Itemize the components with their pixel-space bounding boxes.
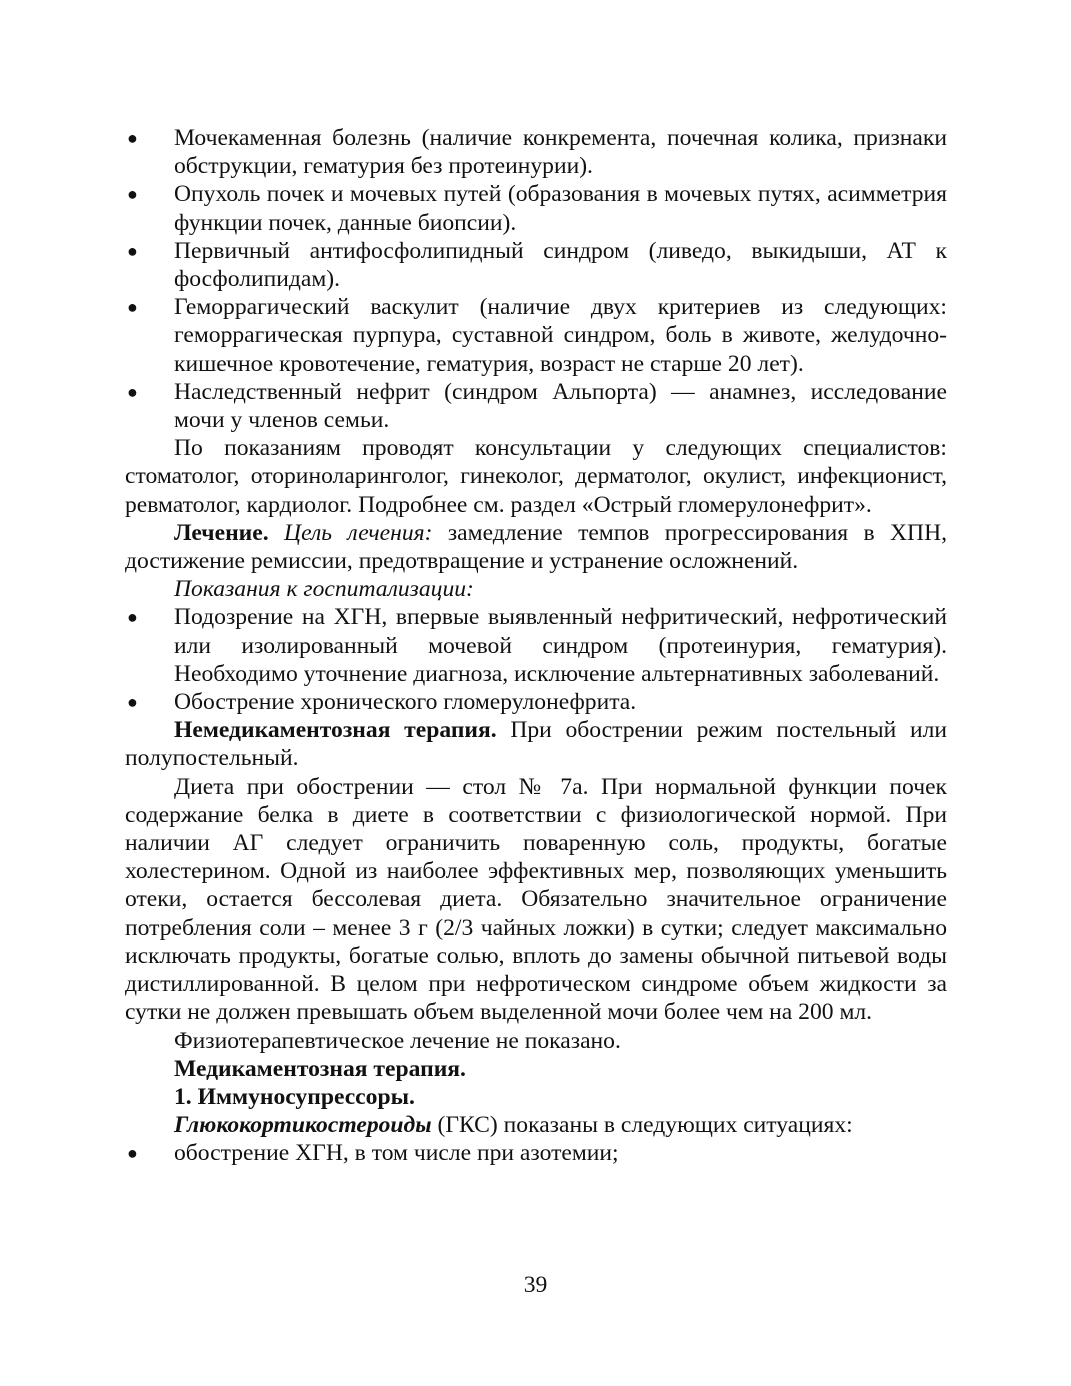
bullet-icon: ● <box>127 1143 138 1164</box>
hospitalization-heading: Показания к госпитализации: <box>174 576 474 603</box>
list-item-text: Первичный антифосфолипидный синдром (ливедо, выкидыши, АТ к фосфолипидам). <box>174 237 947 293</box>
list-item <box>125 603 947 688</box>
list-item-text: Геморрагический васкулит (наличие двух критериев из следующих: геморрагическая пурпура, суставной синдром, боль в животе, желудочно-кишечное кровотечение, гематурия, возраст не старше 20 лет). <box>174 294 947 377</box>
list-item <box>125 237 947 293</box>
list-item <box>125 688 947 716</box>
list-item-text: Обострение хронического гломерулонефрита. <box>174 689 637 716</box>
gks-label: Глюкокортикостероиды <box>174 1112 432 1139</box>
list-item-text: обострение ХГН, в том числе при азотемии; <box>174 1140 619 1167</box>
treatment-paragraph <box>125 519 947 575</box>
bullet-icon: ● <box>127 381 138 402</box>
bullet-icon: ● <box>127 240 138 261</box>
list-item <box>125 293 947 378</box>
list-item-text: Наследственный нефрит (синдром Альпорта) — анамнез, исследование мочи у членов семьи. <box>174 378 947 434</box>
diet-paragraph: Диета при обострении — стол № 7а. При нормальной функции почек содержание белка в диете в соответствии с физиологической нормой. При наличии АГ следует ограничить поваренную соль, продукты, богатые холестерином. Одной из наиболее эффективных мер, позволяющих уменьшить отеки, остается бессолевая диета. Обязательно значительное ограничение потребления соли – менее 3 г (2/3 чайных ложки) в сутки; следует максимально исключать продукты, богатые солью, вплоть до замены обычной питьевой воды дистиллированной. В целом при нефротическом синдроме объем жидкости за сутки не должен превышать объем выделенной мочи более чем на 200 мл. <box>125 773 947 1026</box>
list-item <box>125 378 947 434</box>
treatment-goal-text: замедление темпов прогрессирования в ХПН, достижение ремиссии, предотвращение и устранение осложнений. <box>125 519 948 575</box>
bullet-icon: ● <box>127 692 138 713</box>
consultation-paragraph: По показаниям проводят консультации у следующих специалистов: стоматолог, оториноларинголог, гинеколог, дерматолог, окулист, инфекционист, ревматолог, кардиолог. Подробнее см. раздел «Острый гломерулонефрит». <box>125 435 947 518</box>
treatment-goal-label: Цель лечения: <box>284 519 433 546</box>
immunosuppressors-heading: 1. Иммуносупрессоры. <box>174 1083 415 1110</box>
list-item <box>125 180 947 236</box>
list-item-text: Подозрение на ХГН, впервые выявленный нефритический, нефротический или изолированный мочевой синдром (протеинурия, гематурия). Необходимо уточнение диагноза, исключение альтернативных заболеваний. <box>174 604 947 687</box>
list-item <box>125 1139 947 1167</box>
bullet-icon: ● <box>127 297 138 318</box>
physiotherapy-paragraph: Физиотерапевтическое лечение не показано. <box>174 1027 621 1054</box>
list-item-text: Опухоль почек и мочевых путей (образования в мочевых путях, асимметрия функции почек, данные биопсии). <box>174 181 947 236</box>
gks-paragraph <box>125 1111 947 1139</box>
list-item-text: Мочекаменная болезнь (наличие конкремента, почечная колика, признаки обструкции, гематурия без протеинурии). <box>174 125 947 180</box>
bullet-icon: ● <box>127 128 138 148</box>
list-item <box>125 124 947 180</box>
treatment-label: Лечение. <box>174 519 269 546</box>
bullet-icon: ● <box>127 184 138 205</box>
drug-therapy-heading: Медикаментозная терапия. <box>174 1055 466 1082</box>
nondrug-paragraph <box>125 716 947 772</box>
nondrug-text: При обострении режим постельный или полупостельный. <box>125 717 947 772</box>
bullet-icon: ● <box>127 607 138 628</box>
page-content <box>125 124 947 1168</box>
page-number: 39 <box>523 1272 548 1298</box>
gks-text: (ГКС) показаны в следующих ситуациях: <box>431 1112 853 1139</box>
nondrug-label: Немедикаментозная терапия. <box>174 717 497 744</box>
